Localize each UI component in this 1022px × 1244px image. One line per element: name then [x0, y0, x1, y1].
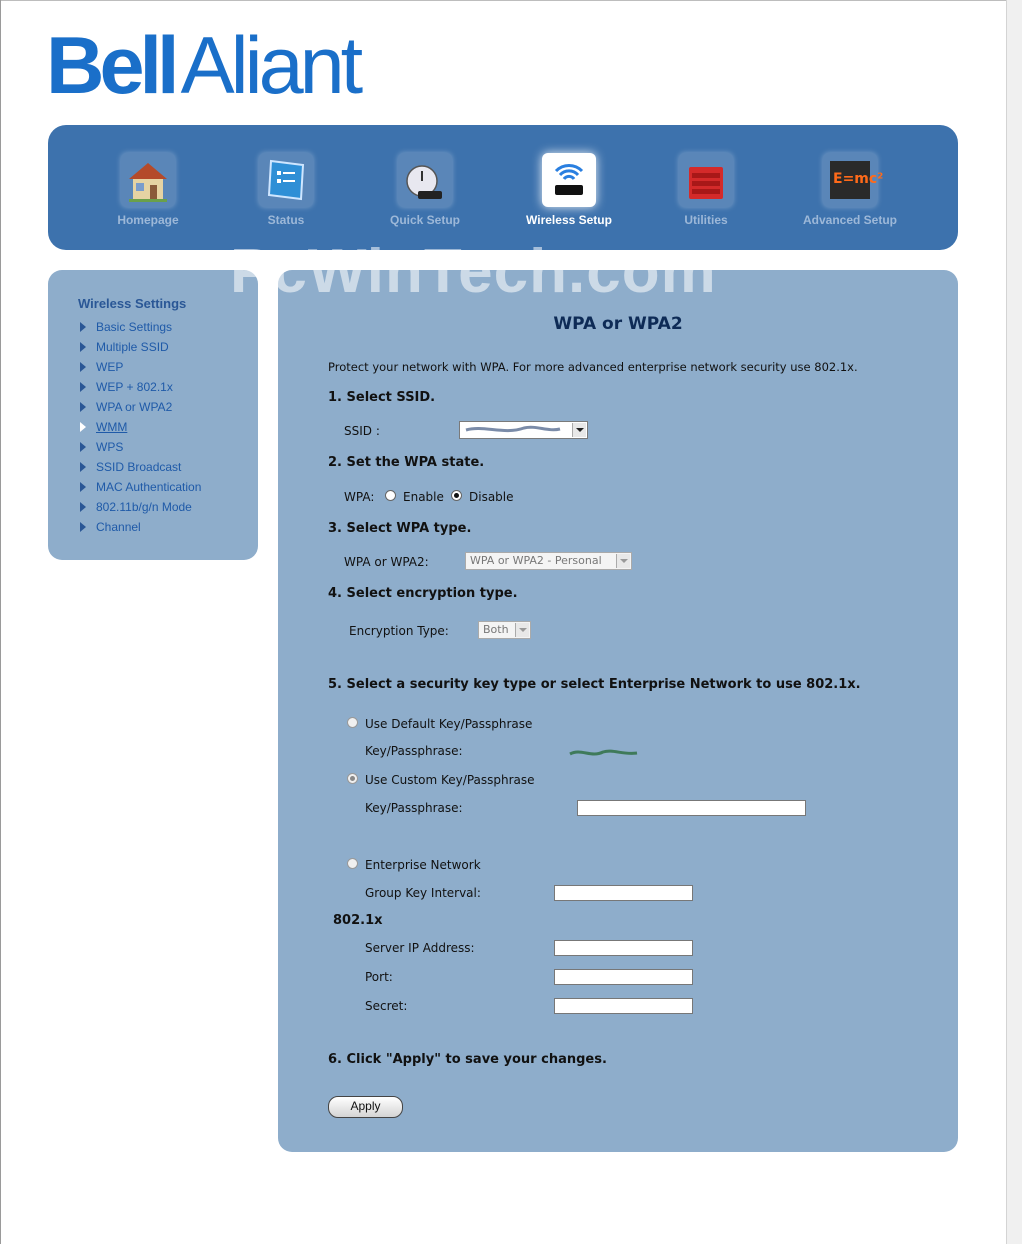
- intro-text: Protect your network with WPA. For more advanced enterprise network security use 802.1x.: [328, 360, 858, 374]
- step-3-heading: 3. Select WPA type.: [328, 521, 472, 536]
- emc2-icon: [823, 153, 884, 207]
- watermark: PcWinTech.com: [230, 237, 717, 306]
- step-1-heading: 1. Select SSID.: [328, 390, 436, 405]
- window-left-border: [0, 0, 1, 1244]
- wpa-enable-radio[interactable]: [385, 490, 396, 501]
- vertical-scrollbar[interactable]: [1006, 0, 1022, 1244]
- sidebar-item-mac-authentication[interactable]: MAC Authentication: [80, 477, 201, 497]
- nav-advanced-setup[interactable]: [790, 153, 910, 227]
- nav-label: Quick Setup: [389, 213, 460, 227]
- window-top-border: [0, 0, 1006, 1]
- nav-homepage[interactable]: [88, 153, 208, 227]
- wpa-type-select[interactable]: WPA or WPA2 - Personal: [465, 552, 632, 570]
- arrow-right-icon: [80, 422, 86, 432]
- toolbox-icon: [679, 153, 733, 207]
- chevron-down-icon: [616, 554, 630, 568]
- step-4-heading: 4. Select encryption type.: [328, 586, 518, 601]
- secret-label: Secret:: [365, 999, 408, 1013]
- custom-key-passphrase-label: Key/Passphrase:: [365, 801, 463, 815]
- sidebar-item-ssid-broadcast[interactable]: SSID Broadcast: [80, 457, 201, 477]
- custom-passphrase-input[interactable]: [577, 800, 806, 816]
- sidebar-item-channel[interactable]: Channel: [80, 517, 201, 537]
- sidebar-item-wep[interactable]: WEP: [80, 357, 201, 377]
- wpa-disable-radio[interactable]: [451, 490, 462, 501]
- nav-status[interactable]: [226, 153, 346, 227]
- chevron-down-icon: [572, 423, 586, 437]
- sidebar: [48, 270, 258, 560]
- step-6-heading: 6. Click "Apply" to save your changes.: [328, 1052, 607, 1067]
- dot1x-heading: 802.1x: [333, 913, 383, 928]
- arrow-right-icon: [80, 462, 86, 472]
- server-ip-input[interactable]: [554, 940, 693, 956]
- group-key-interval-input[interactable]: [554, 885, 693, 901]
- default-key-label: Use Default Key/Passphrase: [365, 717, 533, 731]
- enterprise-network-radio[interactable]: [347, 858, 358, 869]
- page-title: WPA or WPA2: [553, 314, 683, 334]
- arrow-right-icon: [80, 382, 86, 392]
- step-5-heading: 5. Select a security key type or select Enterprise Network to use 802.1x.: [328, 677, 861, 692]
- nav-quick-setup[interactable]: [365, 153, 485, 227]
- sidebar-item-basic-settings[interactable]: Basic Settings: [80, 317, 201, 337]
- apply-button[interactable]: Apply: [328, 1096, 403, 1118]
- server-ip-label: Server IP Address:: [365, 941, 475, 955]
- arrow-right-icon: [80, 522, 86, 532]
- nav-label: Utilities: [684, 213, 728, 227]
- group-key-interval-label: Group Key Interval:: [365, 886, 481, 900]
- nav-label: Status: [267, 213, 305, 227]
- arrow-right-icon: [80, 402, 86, 412]
- secret-input[interactable]: [554, 998, 693, 1014]
- enterprise-network-label: Enterprise Network: [365, 858, 481, 872]
- wpa-enable-label: Enable: [403, 490, 444, 504]
- wpa-type-label: WPA or WPA2:: [344, 555, 429, 569]
- arrow-right-icon: [80, 482, 86, 492]
- arrow-right-icon: [80, 442, 86, 452]
- sidebar-item-wpa-or-wpa2[interactable]: WPA or WPA2: [80, 397, 201, 417]
- quick-setup-icon: [398, 153, 452, 207]
- port-input[interactable]: [554, 969, 693, 985]
- wpa-label: WPA:: [344, 490, 375, 504]
- encryption-type-select[interactable]: Both: [478, 621, 531, 639]
- wpa-disable-label: Disable: [469, 490, 514, 504]
- sidebar-item-wep-8021x[interactable]: WEP + 802.1x: [80, 377, 201, 397]
- svg-text:E=mc²: E=mc²: [833, 171, 884, 187]
- house-icon: [121, 153, 175, 207]
- arrow-right-icon: [80, 322, 86, 332]
- sidebar-item-wps[interactable]: WPS: [80, 437, 201, 457]
- arrow-right-icon: [80, 342, 86, 352]
- sidebar-title: Wireless Settings: [78, 296, 187, 311]
- step-2-heading: 2. Set the WPA state.: [328, 455, 485, 470]
- custom-key-radio[interactable]: [347, 773, 358, 784]
- port-label: Port:: [365, 970, 393, 984]
- status-monitor-icon: [259, 153, 313, 207]
- sidebar-item-wmm[interactable]: WMM: [80, 417, 201, 437]
- default-key-passphrase-label: Key/Passphrase:: [365, 744, 463, 758]
- sidebar-item-80211bgn-mode[interactable]: 802.11b/g/n Mode: [80, 497, 201, 517]
- arrow-right-icon: [80, 362, 86, 372]
- ssid-label: SSID :: [344, 424, 380, 438]
- main-panel: [278, 270, 958, 1152]
- nav-label: Homepage: [117, 213, 179, 227]
- default-key-redacted-value: [569, 745, 639, 764]
- nav-label: Advanced Setup: [802, 213, 898, 227]
- bell-aliant-logo: BellAliant: [46, 21, 360, 111]
- sidebar-menu: [80, 317, 201, 537]
- nav-utilities[interactable]: [646, 153, 766, 227]
- nav-wireless-setup[interactable]: [509, 153, 629, 227]
- sidebar-item-multiple-ssid[interactable]: Multiple SSID: [80, 337, 201, 357]
- nav-label: Wireless Setup: [526, 213, 612, 227]
- encryption-type-label: Encryption Type:: [349, 624, 449, 638]
- ssid-select[interactable]: [459, 421, 588, 439]
- custom-key-label: Use Custom Key/Passphrase: [365, 773, 535, 787]
- wireless-router-icon: [542, 153, 596, 207]
- arrow-right-icon: [80, 502, 86, 512]
- chevron-down-icon: [515, 623, 529, 637]
- top-navigation: [48, 125, 958, 250]
- ssid-redacted-value: [464, 423, 564, 440]
- default-key-radio[interactable]: [347, 717, 358, 728]
